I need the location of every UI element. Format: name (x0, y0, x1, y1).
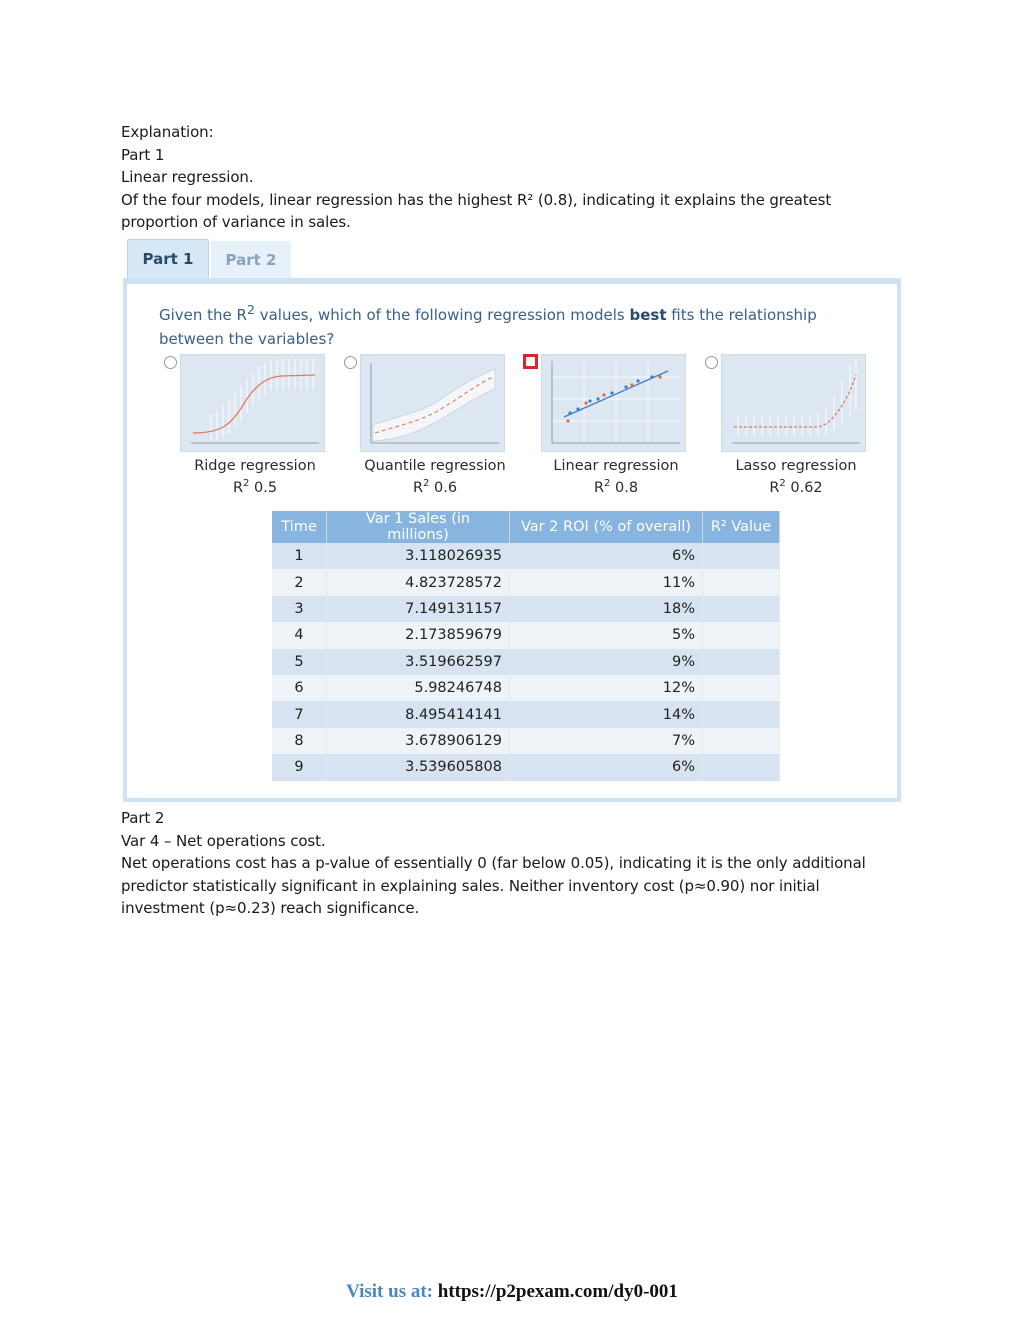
explanation-heading: Explanation: (121, 123, 214, 141)
table-row: 9 3.539605808 6% (272, 754, 780, 780)
question-screenshot (123, 236, 905, 804)
column-header-r2: R² Value (703, 511, 780, 543)
table-row: 2 4.823728572 11% (272, 569, 780, 595)
option-lasso-regression[interactable] (721, 354, 871, 496)
part2-label: Part 2 (121, 809, 165, 827)
explanation-part1 (121, 121, 881, 234)
option-linear-regression[interactable] (541, 354, 691, 496)
part2-answer: Var 4 – Net operations cost. (121, 831, 326, 850)
table-row: 7 8.495414141 14% (272, 701, 780, 727)
tab-part-2[interactable]: Part 2 (211, 241, 291, 279)
part1-reason-line2: proportion of variance in sales. (121, 213, 351, 232)
footer (0, 1281, 1024, 1303)
explanation-part2 (121, 807, 881, 920)
table-row: 3 7.149131157 18% (272, 596, 780, 622)
radio-linear-selected[interactable] (523, 354, 538, 369)
column-header-sales: Var 1 Sales (in millions) (327, 511, 510, 543)
footer-url-link[interactable]: https://p2pexam.com/dy0-001 (437, 1281, 678, 1302)
column-header-time: Time (272, 511, 327, 543)
part2-reason-line1: Net operations cost has a p-value of essentially 0 (far below 0.05), indicating it is the only additional (121, 854, 866, 873)
radio-lasso[interactable] (705, 356, 718, 369)
table-row: 4 2.173859679 5% (272, 622, 780, 648)
lasso-curve-thumbnail (721, 354, 866, 452)
footer-label: Visit us at: (346, 1281, 433, 1302)
option-name: Ridge regression (194, 458, 316, 474)
option-name: Lasso regression (735, 458, 857, 474)
column-header-roi: Var 2 ROI (% of overall) (510, 511, 703, 543)
table-row: 6 5.98246748 12% (272, 675, 780, 701)
question-text: Given the $R^2$ values, which of the following regression models best fits the relationship between the variables? (159, 302, 817, 348)
ridge-curve-thumbnail (180, 354, 325, 452)
option-r2: $R^2$ 0.5 (232, 478, 278, 496)
part1-reason-line1: Of the four models, linear regression has the highest R² (0.8), indicating it explains the greatest (121, 190, 832, 209)
sales-roi-table (272, 511, 780, 781)
option-ridge-regression[interactable] (180, 354, 330, 496)
linear-scatter-thumbnail (541, 354, 686, 452)
radio-quantile[interactable] (344, 356, 357, 369)
part2-reason-line2: predictor statistically significant in explaining sales. Neither inventory cost (p≈0.90) nor initial (121, 876, 820, 895)
part1-answer: Linear regression. (121, 168, 254, 187)
option-r2: $R^2$ 0.6 (412, 478, 458, 496)
option-name: Quantile regression (364, 458, 506, 474)
table-header-row (272, 511, 780, 543)
option-name: Linear regression (553, 458, 679, 474)
part2-reason-line3: investment (p≈0.23) reach significance. (121, 899, 420, 918)
option-quantile-regression[interactable] (360, 354, 510, 496)
option-r2: $R^2$ 0.62 (769, 478, 823, 496)
part1-label: Part 1 (121, 145, 165, 164)
table-row: 8 3.678906129 7% (272, 728, 780, 754)
question-emphasis: best (629, 306, 667, 324)
table-row: 1 3.118026935 6% (272, 543, 780, 569)
option-r2: $R^2$ 0.8 (593, 478, 639, 496)
quantile-band-thumbnail (360, 354, 505, 452)
tab-part-1[interactable]: Part 1 (127, 239, 209, 282)
table-row: 5 3.519662597 9% (272, 649, 780, 675)
radio-ridge[interactable] (164, 356, 177, 369)
